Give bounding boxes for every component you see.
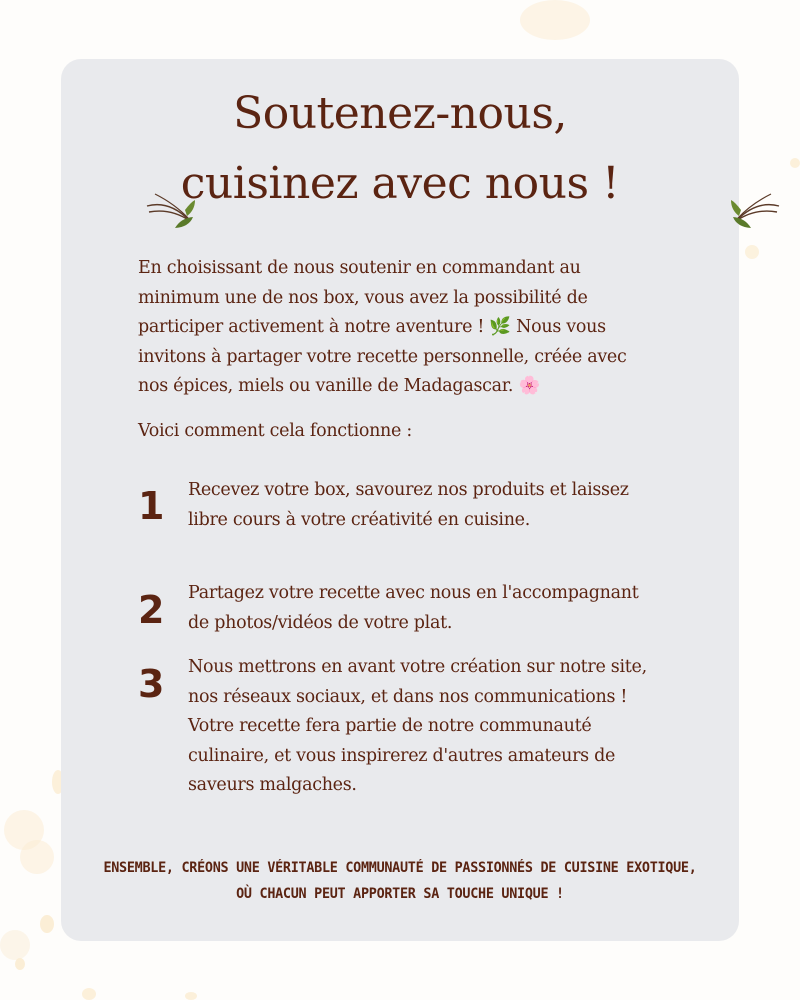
- background-decoration: [185, 992, 197, 1000]
- background-decoration: [0, 930, 30, 960]
- step-text: Recevez votre box, savourez nos produits et laissez libre cours à votre créativité en cuisine.: [188, 480, 629, 530]
- footer-tagline: ENSEMBLE, CRÉONS UNE VÉRITABLE COMMUNAUTÉ DE PASSIONNÉS DE CUISINE EXOTIQUE, OÙ CHACUN PEUT APPORTER SA TOUCHE UNIQUE !: [103, 860, 697, 902]
- background-decoration: [790, 158, 800, 168]
- background-decoration: [20, 840, 54, 874]
- step-text: Partagez votre recette avec nous en l'accompagnant de photos/vidéos de votre plat.: [188, 583, 639, 633]
- page-title: [61, 79, 739, 219]
- background-decoration: [40, 915, 54, 933]
- background-decoration: [82, 988, 96, 1000]
- support-card: [61, 59, 739, 941]
- background-decoration: [745, 245, 759, 259]
- background-decoration: [520, 0, 590, 40]
- step-number: 1: [138, 484, 165, 528]
- background-decoration: [15, 958, 25, 970]
- intro-paragraph: En choisissant de nous soutenir en commandant au minimum une de nos box, vous avez la possibilité de participer activement à notre aventure ! 🌿 Nous vous invitons à partager votre recette personnelle, créée avec nos épices, miels ou vanille de Madagascar. 🌸: [138, 258, 627, 396]
- step-number: 3: [138, 662, 165, 706]
- step-text: Nous mettrons en avant votre création sur notre site, nos réseaux sociaux, et dans nos communications ! Votre recette fera partie de notre communauté culinaire, et vous inspirerez d'autres amateurs de saveurs malgaches.: [188, 657, 647, 795]
- title-line-1: Soutenez-nous,: [233, 88, 567, 139]
- step-number: 2: [138, 588, 165, 632]
- how-it-works-heading: Voici comment cela fonctionne :: [138, 421, 412, 441]
- title-line-2: cuisinez avec nous !: [180, 158, 620, 209]
